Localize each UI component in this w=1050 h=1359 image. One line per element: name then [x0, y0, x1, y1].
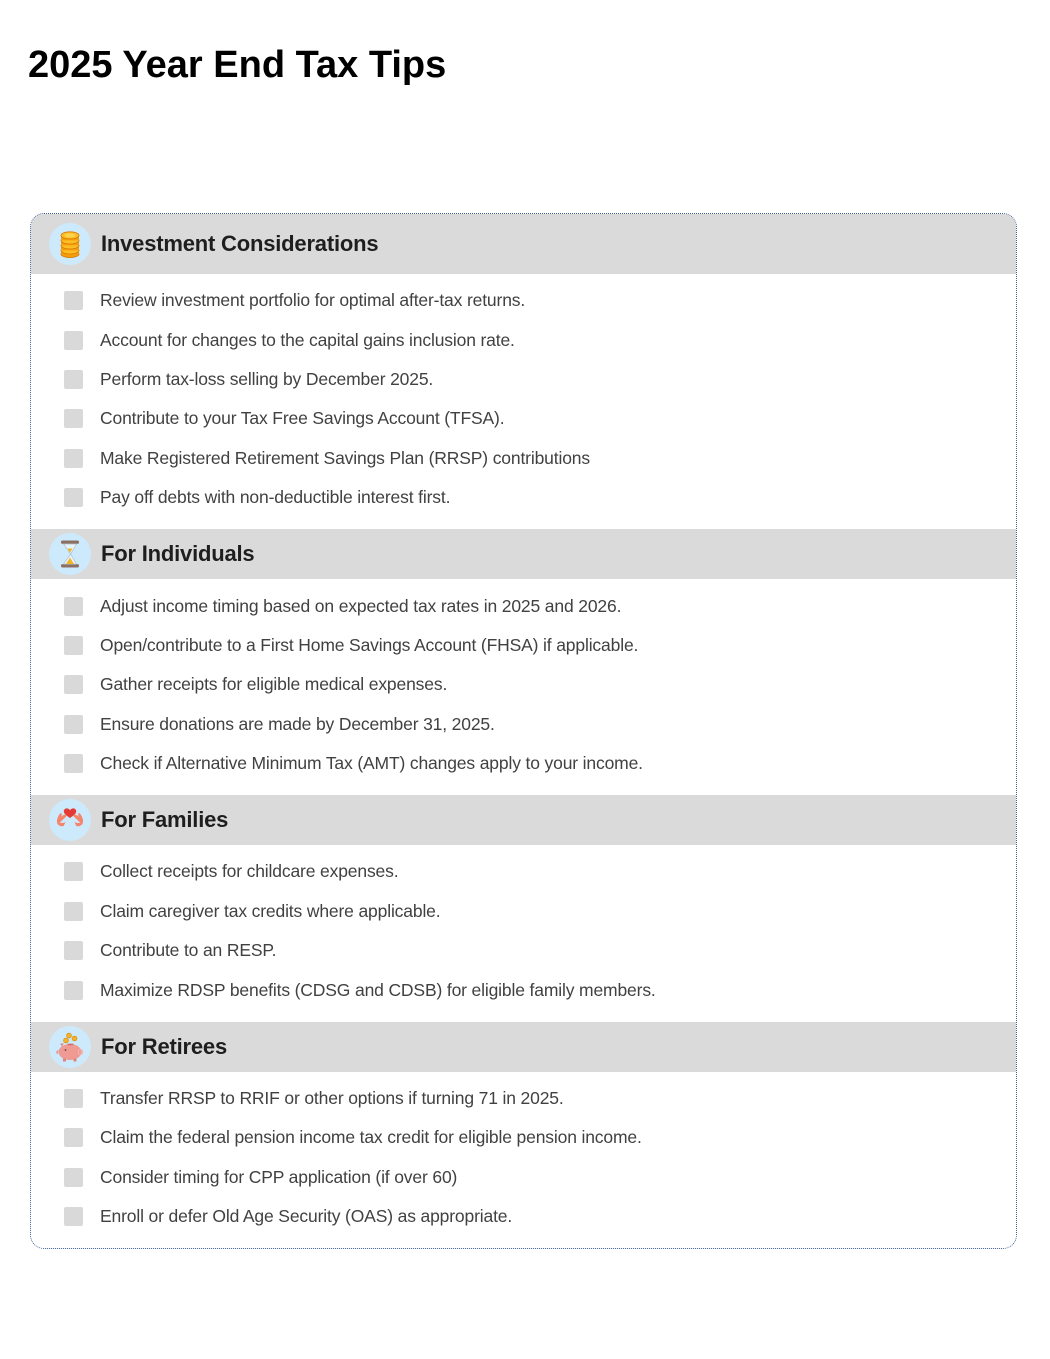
section [31, 214, 1016, 529]
checklist-item [31, 931, 1016, 970]
checklist-item-label: Collect receipts for childcare expenses. [100, 861, 399, 882]
checklist-item-label: Make Registered Retirement Savings Plan (RRSP) contributions [100, 447, 590, 468]
checklist-item [31, 705, 1016, 744]
checkbox[interactable] [64, 902, 83, 921]
checkbox[interactable] [64, 370, 83, 389]
checkbox[interactable] [64, 1128, 83, 1147]
checklist-item [31, 478, 1016, 517]
checklist-item-label: Contribute to your Tax Free Savings Account (TFSA). [100, 408, 505, 429]
coins-icon [49, 223, 91, 265]
checkbox[interactable] [64, 1168, 83, 1187]
checklist-item [31, 281, 1016, 320]
checkbox[interactable] [64, 862, 83, 881]
checkbox[interactable] [64, 597, 83, 616]
section [31, 529, 1016, 795]
checklist-item [31, 399, 1016, 438]
section-title: For Retirees [101, 1033, 227, 1059]
checklist-item [31, 1158, 1016, 1197]
checklist-item-label: Pay off debts with non-deductible interest first. [100, 487, 451, 508]
checklist-item [31, 1118, 1016, 1157]
checkbox[interactable] [64, 291, 83, 310]
checklist-item [31, 852, 1016, 891]
checklist-item-label: Review investment portfolio for optimal after-tax returns. [100, 290, 526, 311]
section [31, 795, 1016, 1022]
hourglass-icon [49, 533, 91, 575]
checklist-item-label: Claim the federal pension income tax credit for eligible pension income. [100, 1127, 642, 1148]
tax-tips-card [30, 213, 1017, 1249]
checkbox[interactable] [64, 981, 83, 1000]
checklist-item [31, 360, 1016, 399]
checkbox[interactable] [64, 488, 83, 507]
checklist [31, 1072, 1016, 1249]
checklist-item [31, 665, 1016, 704]
section-header [31, 529, 1016, 579]
checklist-item [31, 892, 1016, 931]
section-header [31, 795, 1016, 845]
checkbox[interactable] [64, 331, 83, 350]
checkbox[interactable] [64, 449, 83, 468]
checklist-item [31, 586, 1016, 625]
section-title: Investment Considerations [101, 231, 379, 256]
hands-heart-icon [49, 799, 91, 841]
checklist-item [31, 626, 1016, 665]
section-header [31, 1022, 1016, 1072]
checklist [31, 274, 1016, 529]
checklist-item [31, 1197, 1016, 1236]
checklist-item-label: Ensure donations are made by December 31, 2025. [100, 713, 495, 734]
checkbox[interactable] [64, 675, 83, 694]
checklist-item-label: Adjust income timing based on expected tax rates in 2025 and 2026. [100, 595, 622, 616]
checklist-item-label: Maximize RDSP benefits (CDSG and CDSB) for eligible family members. [100, 979, 656, 1000]
section [31, 1022, 1016, 1249]
checklist-item-label: Account for changes to the capital gains inclusion rate. [100, 329, 515, 350]
checklist-item-label: Check if Alternative Minimum Tax (AMT) changes apply to your income. [100, 753, 643, 774]
section-header [31, 214, 1016, 274]
checklist-item [31, 744, 1016, 783]
checkbox[interactable] [64, 636, 83, 655]
section-title: For Families [101, 807, 229, 833]
checklist-item-label: Open/contribute to a First Home Savings Account (FHSA) if applicable. [100, 634, 639, 655]
checklist [31, 579, 1016, 795]
checklist [31, 845, 1016, 1022]
checklist-item [31, 1079, 1016, 1118]
checkbox[interactable] [64, 941, 83, 960]
checklist-item [31, 320, 1016, 359]
checklist-item-label: Gather receipts for eligible medical expenses. [100, 674, 448, 695]
checkbox[interactable] [64, 715, 83, 734]
checklist-item-label: Contribute to an RESP. [100, 940, 277, 961]
checklist-item [31, 970, 1016, 1009]
checkbox[interactable] [64, 409, 83, 428]
checkbox[interactable] [64, 754, 83, 773]
piggy-bank-icon [49, 1026, 91, 1068]
checklist-item-label: Enroll or defer Old Age Security (OAS) as appropriate. [100, 1206, 513, 1227]
checkbox[interactable] [64, 1089, 83, 1108]
checklist-item-label: Transfer RRSP to RRIF or other options if turning 71 in 2025. [100, 1088, 564, 1109]
checklist-item-label: Claim caregiver tax credits where applicable. [100, 900, 441, 921]
page-title: 2025 Year End Tax Tips [28, 44, 447, 86]
checklist-item [31, 439, 1016, 478]
checkbox[interactable] [64, 1207, 83, 1226]
checklist-item-label: Perform tax-loss selling by December 2025. [100, 368, 434, 389]
checklist-item-label: Consider timing for CPP application (if over 60) [100, 1166, 458, 1187]
section-title: For Individuals [101, 541, 255, 567]
